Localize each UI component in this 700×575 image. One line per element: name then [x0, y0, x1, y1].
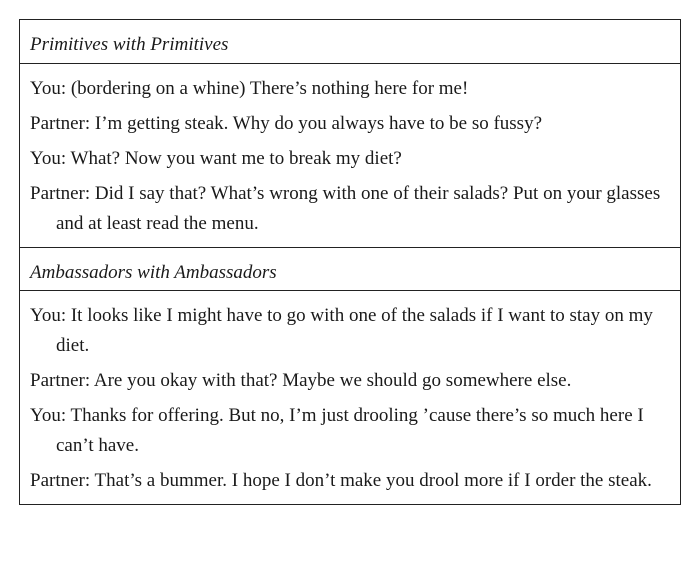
dialogue-line: You: What? Now you want me to break my diet?: [30, 148, 402, 169]
section-body-primitives: [20, 64, 680, 247]
dialogue-line: You: (bordering on a whine) There’s nothing here for me!: [30, 78, 469, 99]
dialogue-line: You: Thanks for offering. But no, I’m just drooling ’cause there’s so much here I can’t have.: [30, 405, 644, 456]
dialogue-line: Partner: That’s a bummer. I hope I don’t make you drool more if I order the steak.: [30, 470, 652, 491]
section-body-ambassadors: [20, 291, 680, 504]
section-title-primitives: Primitives with Primitives: [20, 20, 680, 64]
section-title-ambassadors: Ambassadors with Ambassadors: [20, 247, 680, 291]
dialogue-line: Partner: Are you okay with that? Maybe we should go somewhere else.: [30, 370, 572, 391]
dialogue-line: You: It looks like I might have to go with one of the salads if I want to stay on my diet.: [30, 305, 653, 356]
dialogue-line: Partner: I’m getting steak. Why do you always have to be so fussy?: [30, 113, 543, 134]
dialogue-comparison-table: [19, 19, 681, 505]
dialogue-line: Partner: Did I say that? What’s wrong with one of their salads? Put on your glasses and at least read the menu.: [30, 183, 661, 234]
